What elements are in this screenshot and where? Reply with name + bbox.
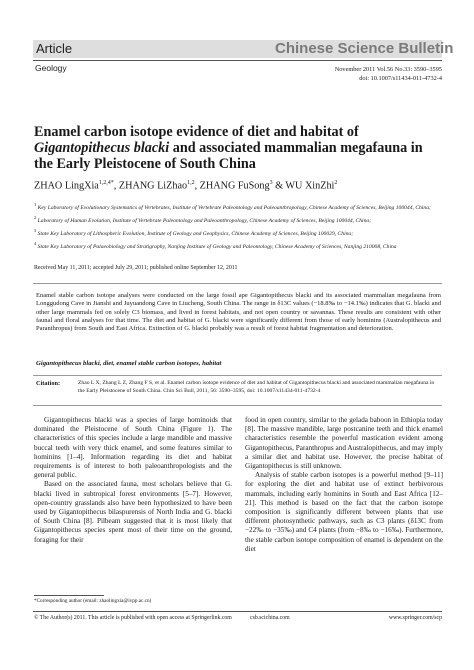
body-paragraph: Analysis of stable carbon isotopes is a powerful method [9–11] for exploring the diet and habitat use of extinct herbivorous mammals, including early hominins in South and East Africa [12–21]. This method is based on the fact that the carbon isotope composition is significantly different between plants that use different photosynthetic pathways, such as C3 plants (δ13C from −22‰ to −35‰) and C4 plants (from −8‰ to −16‰). Furthermore, the stable carbon isotope composition of enamel is dependent on the diet bbox=[245, 471, 443, 553]
author-affiliation-marker: 2 bbox=[334, 180, 338, 186]
footer-rule bbox=[33, 611, 442, 612]
affiliation-text: Laboratory of Human Evolution, Institute of Vertebrate Paleontology and Paleoanthropology, Chinese Academy of Sciences, Beijing 100044, China; bbox=[37, 217, 372, 224]
author-name: ZHANG LiZhao bbox=[118, 180, 188, 192]
body-column-left bbox=[34, 416, 232, 545]
author-affiliation-marker: 3 bbox=[269, 180, 273, 186]
affiliation-number: 2 bbox=[34, 214, 37, 220]
corresponding-author-footnote: *Corresponding author (email: zhaolingxia@ivpp.ac.cn) bbox=[34, 598, 152, 604]
author-separator: & bbox=[272, 180, 286, 192]
title-part2: and associated mammalian megafauna in the Early Pleistocene of South China bbox=[34, 140, 423, 172]
author-list bbox=[34, 180, 337, 191]
body-paragraph: food in open country, similar to the gelada baboon in Ethiopia today [8]. The massive mandible, large postcanine teeth and thick enamel characteristics resemble the powerful mastication evident among Gigantopithecus, Paranthropus and Australopithecus, and may imply a similar diet and habitat use. However, the precise habitat of Gigantopithecus is still unknown. bbox=[245, 416, 443, 471]
citation-rule bbox=[33, 405, 442, 406]
publisher-website: www.springer.com/scp bbox=[388, 615, 442, 621]
citation-label: Citation: bbox=[36, 380, 61, 387]
doi-info: doi: 10.1007/s11434-011-4732-4 bbox=[359, 75, 442, 82]
abstract-text: Enamel stable carbon isotope analyses were conducted on the large fossil ape Gigantopithecus blacki and its associated mammalian megafauna from Longgudong Cave in Jianshi and Juyuandong Cave in Liucheng, South China. The range in δ13C values (−18.8‰ to −14.1‰) indicates that G. blacki and other large mammals fed on solely C3 biomass, and lived in forest habitats, and not open country or savannas. These results are consistent with other faunal and floral analyses for that time. The diet and habitat of G. blacki were significantly different from those of early hominins (Australopithecus and Paranthropus) from South and East Africa. Extinction of G. blacki probably was a result of forest habitat fragmentation and deterioration. bbox=[36, 292, 441, 333]
affiliation-number: 3 bbox=[34, 227, 37, 233]
author-name: ZHANG FuSong bbox=[199, 180, 270, 192]
author-name: ZHAO LingXia bbox=[34, 180, 99, 192]
title-part1: Enamel carbon isotope evidence of diet and habitat of bbox=[34, 124, 359, 140]
affiliation-item bbox=[34, 240, 444, 251]
abstract-top-rule bbox=[33, 283, 442, 284]
body-column-right bbox=[245, 416, 443, 554]
copyright-notice: © The Author(s) 2011. This article is published with open access at Springerlink.com bbox=[34, 615, 232, 621]
author-affiliation-marker: 1,2 bbox=[187, 180, 195, 186]
author-separator: , bbox=[194, 180, 200, 192]
affiliation-item bbox=[34, 227, 444, 238]
section-label: Geology bbox=[35, 63, 67, 73]
received-dates: Received May 11, 2011; accepted July 29, 2011; published online September 12, 2011 bbox=[34, 265, 238, 271]
affiliation-text: State Key Laboratory of Lithospheric Evolution, Institute of Geology and Geophysics, Chinese Academy of Sciences, Beijing 100029, China; bbox=[37, 230, 354, 237]
affiliation-item bbox=[34, 214, 444, 225]
author-affiliation-marker: 1,2,4* bbox=[98, 180, 114, 186]
article-type-label: Article bbox=[36, 41, 73, 56]
volume-info: November 2011 Vol.56 No.33: 3590–3595 bbox=[334, 66, 442, 73]
author-name: WU XinZhi bbox=[285, 180, 335, 192]
affiliation-text: State Key Laboratory of Palaeobiology and Stratigraphy, Nanjing Institute of Geology and Paleontology, Chinese Academy of Sciences, Nanjing 210008, China bbox=[37, 243, 397, 250]
header-rule bbox=[33, 60, 442, 61]
keywords: Gigantopithecus blacki, diet, enamel stable carbon isotopes, habitat bbox=[36, 360, 222, 367]
affiliation-number: 1 bbox=[34, 202, 37, 207]
body-paragraph: Gigantopithecus blacki was a species of large hominoids that dominated the Pleistocene of South China (Figure 1). The characteristics of this species include a large mandible and massive buccal teeth with very thick enamel, and some features similar to hominins [1–4]. Information regarding its diet and habitat requirements is of interest to both paleoanthropologists and the general public. bbox=[34, 416, 232, 480]
title-species: Gigantopithecus blacki bbox=[34, 140, 170, 156]
journal-website: csb.scichina.com bbox=[250, 615, 290, 621]
affiliation-number: 4 bbox=[34, 240, 37, 246]
affiliation-text: Key Laboratory of Evolutionary Systematics of Vertebrates, Institute of Vertebrate Paleontology and Paleoanthropology, Chinese Academy of Sciences, Beijing 100044, China; bbox=[37, 204, 431, 211]
affiliation-item bbox=[34, 201, 444, 212]
affiliation-list bbox=[34, 201, 444, 252]
citation-text: Zhao L X, Zhang L Z, Zhang F S, et al. Enamel carbon isotope evidence of diet and habitat of Gigantopithecus blacki and associated mammalian megafauna in the Early Pleistocene of South China. Chin Sci Bull, 2011, 56: 3590–3595, doi: 10.1007/s11434-011-4732-4 bbox=[78, 380, 435, 394]
journal-title: Chinese Science Bulletin bbox=[275, 40, 454, 57]
author-separator: , bbox=[113, 180, 119, 192]
body-paragraph: Based on the associated fauna, most scholars believe that G. blacki lived in subtropical forest environments [5–7]. However, open-country grasslands also have been hypothesized to have been used by Gigantopithecus bilaspurensis of North India and G. blacki of South China [8]. Pilbeam suggested that it is most likely that Gigantopithecus species spent most of their time on the ground, foraging for their bbox=[34, 480, 232, 544]
keywords-rule bbox=[33, 375, 442, 376]
footnote-rule bbox=[34, 595, 104, 596]
paper-title bbox=[34, 124, 444, 172]
